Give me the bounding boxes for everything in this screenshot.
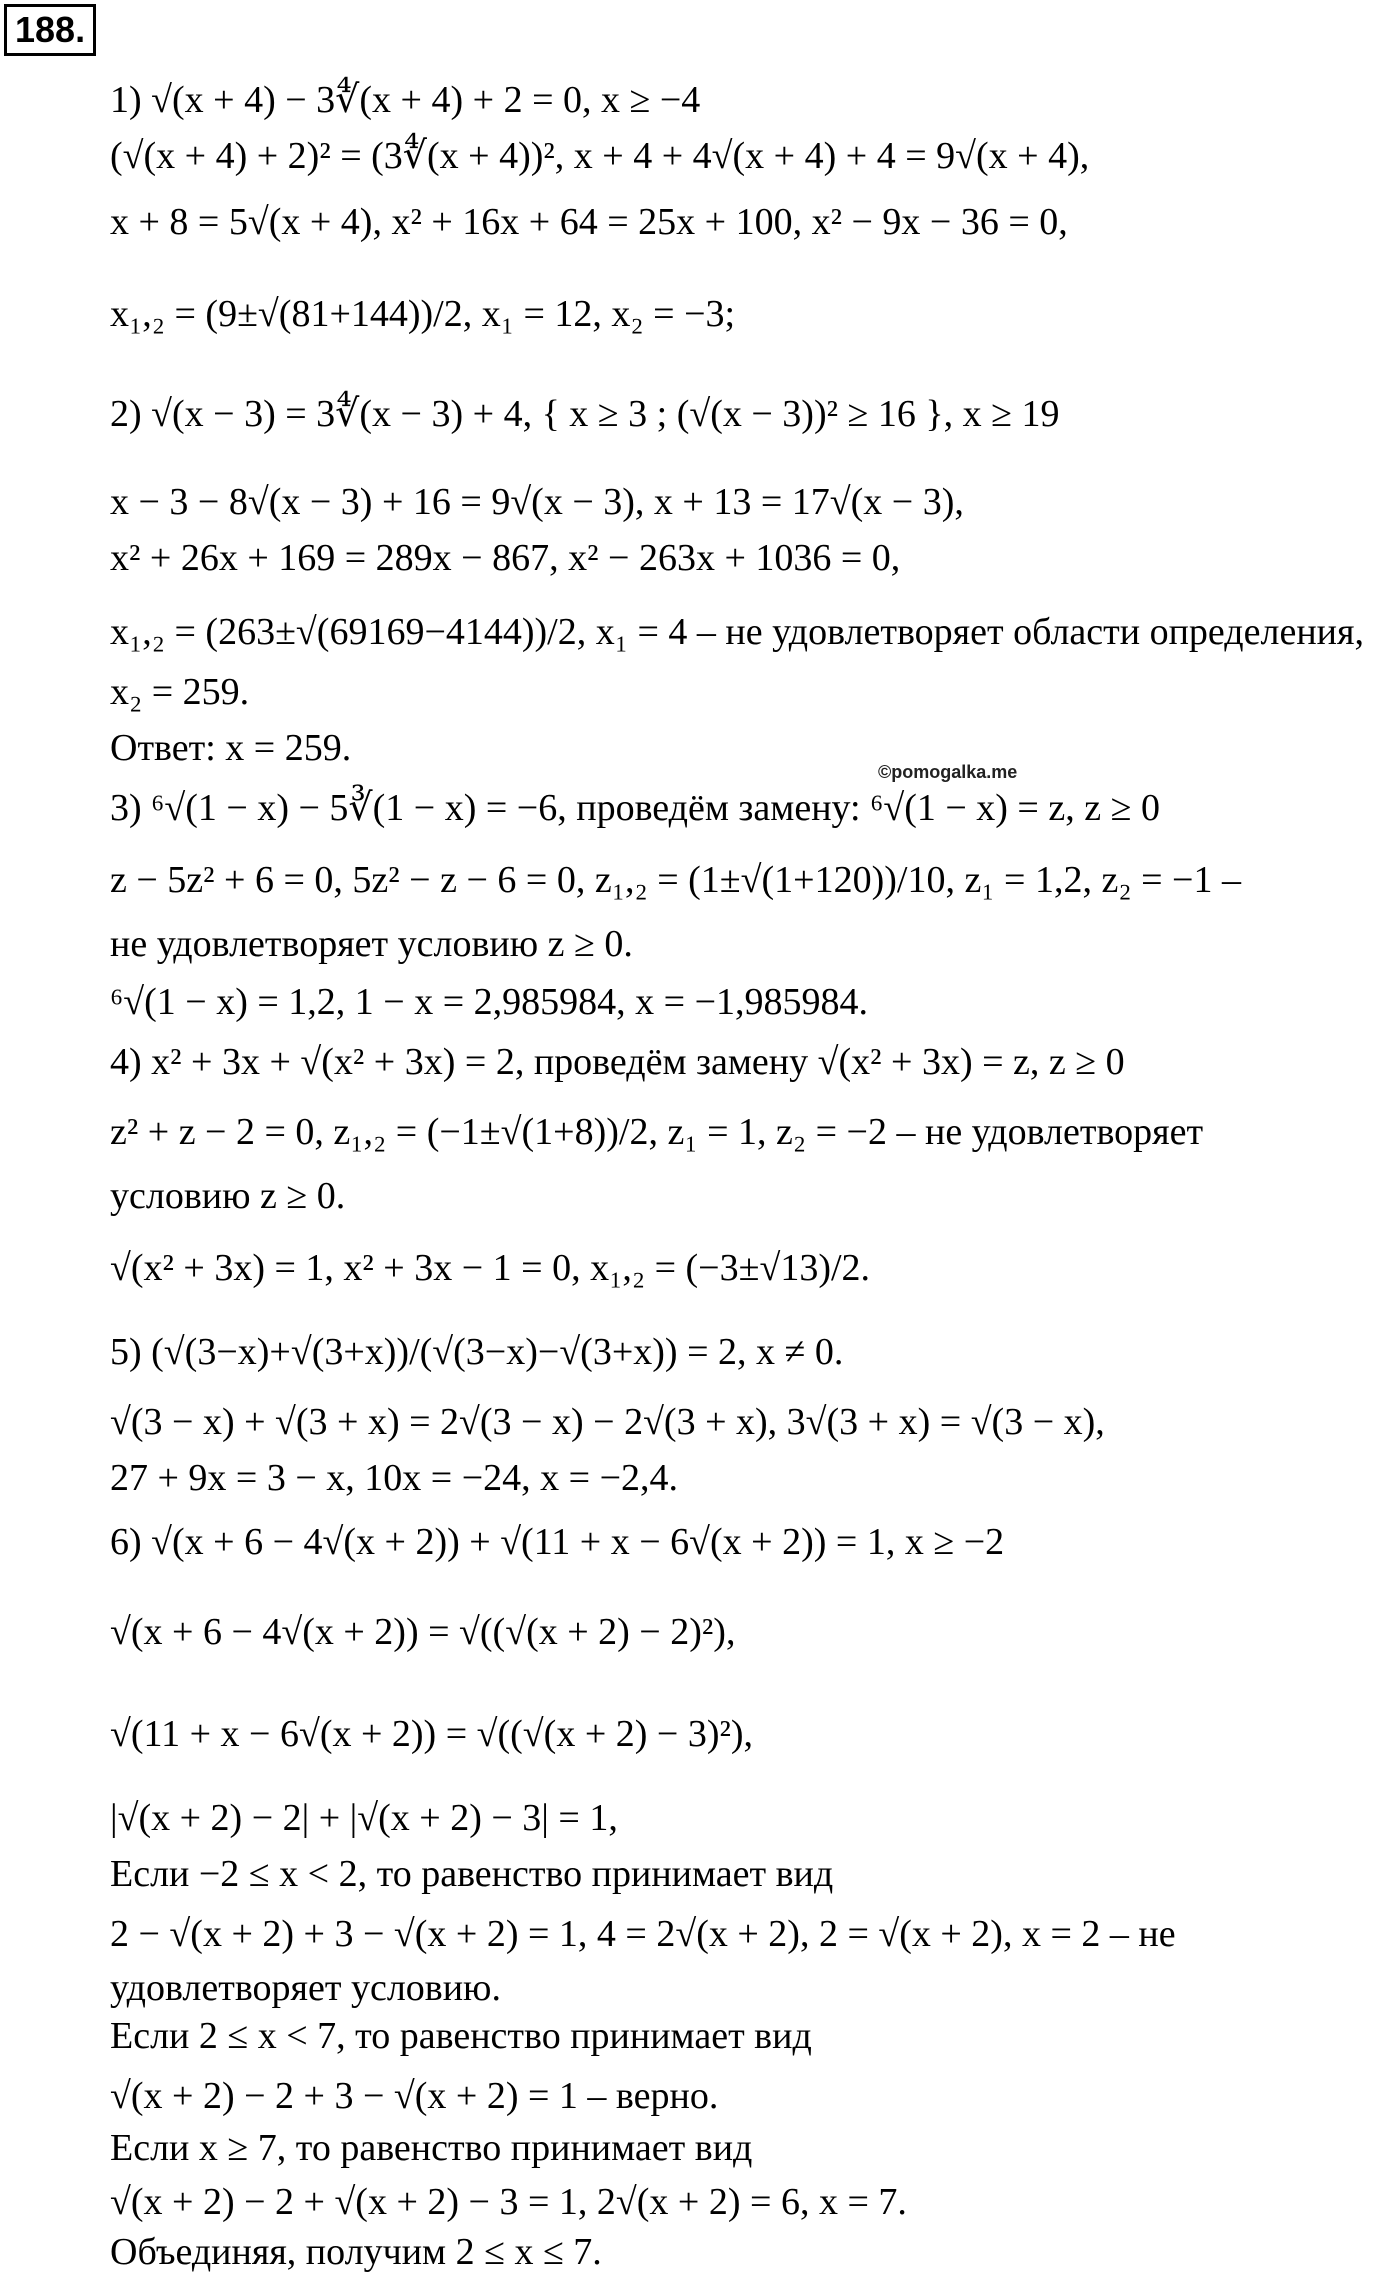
solution-line: Если 2 ≤ x < 7, то равенство принимает вид xyxy=(110,2015,812,2057)
solution-line: Если x ≥ 7, то равенство принимает вид xyxy=(110,2127,753,2169)
solution-line: √(3 − x) + √(3 + x) = 2√(3 − x) − 2√(3 + x), 3√(3 + x) = √(3 − x), xyxy=(110,1401,1105,1443)
solution-line: √(x + 6 − 4√(x + 2)) = √((√(x + 2) − 2)²), xyxy=(110,1611,736,1653)
solution-line: Если −2 ≤ x < 2, то равенство принимает вид xyxy=(110,1853,834,1895)
solution-line: 3) ⁶√(1 − x) − 5∛(1 − x) = −6, проведём замену: ⁶√(1 − x) = z, z ≥ 0 xyxy=(110,787,1160,829)
solution-line: 4) x² + 3x + √(x² + 3x) = 2, проведём замену √(x² + 3x) = z, z ≥ 0 xyxy=(110,1041,1125,1083)
solution-line: √(x + 2) − 2 + √(x + 2) − 3 = 1, 2√(x + 2) = 6, x = 7. xyxy=(110,2181,907,2223)
solution-line: 2 − √(x + 2) + 3 − √(x + 2) = 1, 4 = 2√(x + 2), 2 = √(x + 2), x = 2 – не xyxy=(110,1913,1176,1955)
solution-line: 1) √(x + 4) − 3∜(x + 4) + 2 = 0, x ≥ −4 xyxy=(110,79,701,121)
solution-line: 6) √(x + 6 − 4√(x + 2)) + √(11 + x − 6√(x + 2)) = 1, x ≥ −2 xyxy=(110,1521,1005,1563)
solution-line: |√(x + 2) − 2| + |√(x + 2) − 3| = 1, xyxy=(110,1797,618,1839)
solution-line: x₁,₂ = (9±√(81+144))/2, x₁ = 12, x₂ = −3; xyxy=(110,293,736,335)
solution-line: 5) (√(3−x)+√(3+x))/(√(3−x)−√(3+x)) = 2, x ≠ 0. xyxy=(110,1331,844,1373)
solution-line: (√(x + 4) + 2)² = (3∜(x + 4))², x + 4 + 4√(x + 4) + 4 = 9√(x + 4), xyxy=(110,135,1090,177)
solution-line: √(11 + x − 6√(x + 2)) = √((√(x + 2) − 3)²), xyxy=(110,1713,754,1755)
solution-line: x + 8 = 5√(x + 4), x² + 16x + 64 = 25x + 100, x² − 9x − 36 = 0, xyxy=(110,201,1068,243)
solution-line: z − 5z² + 6 = 0, 5z² − z − 6 = 0, z₁,₂ = (1±√(1+120))/10, z₁ = 1,2, z₂ = −1 – xyxy=(110,859,1241,901)
watermark: ©pomogalka.me xyxy=(878,762,1018,782)
solution-line: не удовлетворяет условию z ≥ 0. xyxy=(110,923,633,965)
solution-line: x² + 26x + 169 = 289x − 867, x² − 263x + 1036 = 0, xyxy=(110,537,901,579)
problem-number: 188. xyxy=(4,4,96,56)
solution-line: 27 + 9x = 3 − x, 10x = −24, x = −2,4. xyxy=(110,1457,679,1499)
solution-line: x − 3 − 8√(x − 3) + 16 = 9√(x − 3), x + 13 = 17√(x − 3), xyxy=(110,481,964,523)
solution-line: x₁,₂ = (263±√(69169−4144))/2, x₁ = 4 – не удовлетворяет области определения, xyxy=(110,611,1364,653)
solution-line: условию z ≥ 0. xyxy=(110,1175,346,1217)
solution-line: x₂ = 259. xyxy=(110,671,250,713)
solution-line: √(x² + 3x) = 1, x² + 3x − 1 = 0, x₁,₂ = (−3±√13)/2. xyxy=(110,1247,871,1289)
solution-line: √(x + 2) − 2 + 3 − √(x + 2) = 1 – верно. xyxy=(110,2075,719,2117)
solution-line: удовлетворяет условию. xyxy=(110,1967,501,2009)
solution-line: Объединяя, получим 2 ≤ x ≤ 7. xyxy=(110,2231,602,2273)
solution-line: Ответ: x = 259. xyxy=(110,727,352,769)
solution-line: z² + z − 2 = 0, z₁,₂ = (−1±√(1+8))/2, z₁ = 1, z₂ = −2 – не удовлетворяет xyxy=(110,1111,1204,1153)
solution-line: 2) √(x − 3) = 3∜(x − 3) + 4, { x ≥ 3 ; (√(x − 3))² ≥ 16 }, x ≥ 19 xyxy=(110,393,1060,435)
solution-line: ⁶√(1 − x) = 1,2, 1 − x = 2,985984, x = −1,985984. xyxy=(110,981,868,1023)
